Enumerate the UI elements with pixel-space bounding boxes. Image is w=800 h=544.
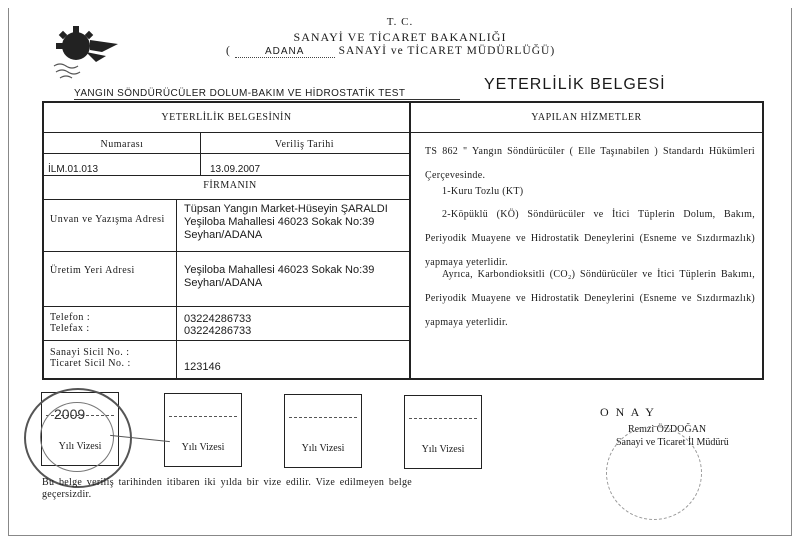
firma-title: FİRMANIN [203, 180, 257, 191]
veris-value: 13.09.2007 [210, 164, 261, 175]
telefax-value: 03224286733 [184, 325, 252, 337]
uretim-value: Yeşiloba Mahallesi 46023 Sokak No:39 Seyhan/ADANA [184, 264, 375, 289]
telefon-value: 03224286733 [184, 313, 252, 325]
ticaret-label: Ticaret Sicil No. : [50, 358, 131, 369]
rule [411, 132, 762, 133]
rule [44, 306, 409, 307]
numarasi-label: Numarası [100, 139, 144, 150]
telefon-label: Telefon : [50, 312, 91, 323]
header-ministry: SANAYİ VE TİCARET BAKANLIĞI [293, 30, 507, 44]
header-directorate-label: SANAYİ ve TİCARET MÜDÜRLÜĞÜ) [338, 45, 556, 57]
vize-box-3 [284, 394, 362, 468]
rule [44, 132, 409, 133]
vize-box-4 [404, 395, 482, 469]
rule [44, 199, 409, 200]
onay-role: Sanayi ve Ticaret İl Müdürü [616, 437, 729, 448]
vize-label: Yılı Vizesi [58, 441, 102, 452]
vize-box-2 [164, 393, 242, 467]
vize-dash [289, 417, 357, 418]
footer-note: Bu belge veriliş tarihinden itibaren iki yılda bir vize edilir. Vize edilmeyen belge geçersizdir. [42, 477, 412, 500]
vize-label: Yılı Vizesi [301, 443, 345, 454]
table-divider [409, 101, 411, 380]
service-text-4: Ayrıca, Karbondioksitli (CO₂) Söndürücüler ve İtici Tüplerin Bakımı, Periyodik Muayene ve Hidrostatik Deneylerini (Esneme ve Sızdırmazlık) yapmaya yeterlidir. [425, 269, 755, 328]
onay-name: Remzi ÖZDOĞAN [628, 424, 707, 435]
header-paren: ( [226, 45, 231, 57]
unvan-label: Unvan ve Yazışma Adresi [50, 214, 165, 225]
rule-v [200, 133, 201, 175]
test-title: YANGIN SÖNDÜRÜCÜLER DOLUM-BAKIM VE HİDROSTATİK TEST [74, 88, 460, 100]
veris-label: Veriliş Tarihi [274, 139, 335, 150]
header-tc: T. C. [386, 16, 414, 28]
sanayi-label: Sanayi Sicil No. : [50, 347, 130, 358]
vize-label: Yılı Vizesi [421, 444, 465, 455]
header-city: ADANA [235, 46, 335, 58]
sicil-value: 123146 [184, 361, 221, 373]
rule [44, 340, 409, 341]
stamp-year: 2009 [54, 406, 86, 422]
left-section-title: YETERLİLİK BELGESİNİN [161, 112, 292, 123]
vize-dash [169, 416, 237, 417]
approval-stamp [606, 426, 702, 520]
ministry-logo [46, 22, 126, 82]
rule [44, 175, 409, 176]
rule [44, 251, 409, 252]
header-directorate [226, 45, 626, 58]
vize-dash [409, 418, 477, 419]
vize-label: Yılı Vizesi [181, 442, 225, 453]
right-section-title: YAPILAN HİZMETLER [531, 112, 642, 123]
service-text-3: 2-Köpüklü (KÖ) Söndürücüler ve İtici Tüplerin Dolum, Bakım, Periyodik Muayene ve Hidrostatik Deneylerini (Esneme ve Sızdırmazlık) yapmaya yeterlidir. [425, 209, 755, 268]
numarasi-value: İLM.01.013 [48, 164, 99, 175]
rule-v [176, 199, 177, 380]
unvan-value: Tüpsan Yangın Market-Hüseyin ŞARALDI Yeşiloba Mahallesi 46023 Sokak No:39 Seyhan/ADANA [184, 203, 388, 241]
official-stamp [24, 388, 132, 488]
service-text-2: 1-Kuru Tozlu (KT) [442, 186, 524, 197]
certificate-title: YETERLİLİK BELGESİ [484, 76, 666, 93]
rule [44, 153, 409, 154]
onay-title: O N A Y [600, 405, 656, 419]
uretim-label: Üretim Yeri Adresi [50, 265, 135, 276]
service-text-1: TS 862 " Yangın Söndürücüler ( Elle Taşınabilen ) Standardı Hükümleri Çerçevesinde. [425, 146, 755, 181]
telefax-label: Telefax : [50, 323, 90, 334]
